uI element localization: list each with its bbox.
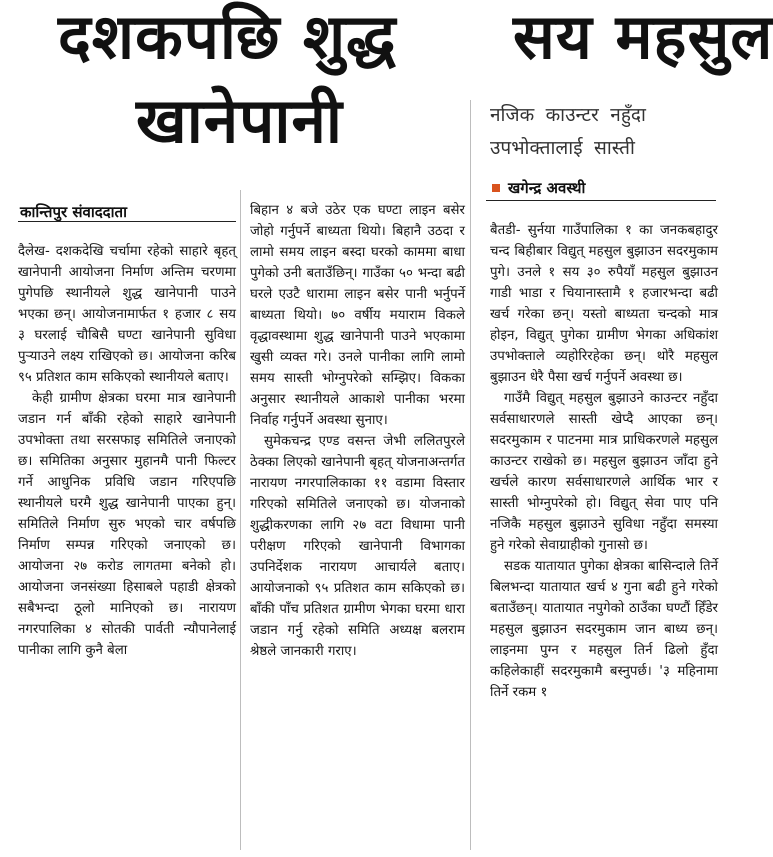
paragraph: गाउँमै विद्युत् महसुल बुझाउने काउन्टर नहुँदा सर्वसाधारणले सास्ती खेप्दै आएका छन्। सदरमुकाम र पाटनमा मात्र प्राधिकरणले महसुल काउन्टर राखेको छ। महसुल बुझाउन जाँदा हुने खर्चले कारण सर्वसाधारणले आर्थिक भार र सास्ती भोग्नुपरेको हो। विद्युत् सेवा पाए पनि नजिकै महसुल बुझाउने सुविधा नहुँदा समस्या हुने गरेको सेवाग्राहीको गुनासो छ। xyxy=(490,391,718,553)
byline-rule xyxy=(486,200,716,201)
left-story-column-1 xyxy=(18,241,236,853)
left-credit: कान्तिपुर संवाददाता xyxy=(20,203,127,221)
byline-author: खगेन्द्र अवस्थी xyxy=(508,179,586,197)
headline-left-line1: दशकपछि शुद्ध xyxy=(58,0,397,73)
paragraph: दैलेख- दशकदेखि चर्चामा रहेको साहारे बृहत् खानेपानी आयोजना निर्माण अन्तिम चरणमा पुगेपछि स्थानीयले शुद्ध खानेपानी पाउने भएका छन्। आयोजनामार्फत १ हजार ८ सय ३ घरलाई चौबिसै घण्टा खानेपानी सुविधा पुर्‍याउने लक्ष्य राखिएको छ। आयोजना करिब ९५ प्रतिशत काम सकिएको स्थानीयले बताए। xyxy=(18,244,236,385)
headline-right: सय महसुल xyxy=(513,0,773,73)
credit-rule xyxy=(18,221,236,222)
right-byline xyxy=(492,178,585,198)
story-divider xyxy=(470,100,471,850)
paragraph: बैतडी- सुर्नया गाउँपालिका १ का जनकबहादुर चन्द बिहीबार विद्युत् महसुल बुझाउन सदरमुकाम पुगे। उनले १ सय ३० रुपैयाँ महसुल बुझाउन गाडी भाडा र चियानास्तामै १ हजारभन्दा बढी खर्च गरेका छन्। यस्तो बाध्यता चन्दको मात्र होइन, विद्युत् पुगेका ग्रामीण भेगका अधिकांश उपभोक्ताले व्यहोरिरहेका छन्। थोरै महसुल बुझाउन धेरै पैसा खर्च गर्नुपर्ने अवस्था छ। xyxy=(490,223,718,385)
right-subhead-line2: उपभोक्तालाई सास्ती xyxy=(490,137,635,159)
paragraph: केही ग्रामीण क्षेत्रका घरमा मात्र खानेपानी जडान गर्न बाँकी रहेको साहारे खानेपानी उपभोक्ता तथा सरसफाइ समितिले जनाएको छ। समितिका अनुसार मुहानमै पानी फिल्टर गर्ने आधुनिक प्रविधि जडान गरिएपछि स्थानीयले घरमै शुद्ध खानेपानी पाएका हुन्। समितिले निर्माण सुरु भएको चार वर्षपछि निर्माण सम्पन्न गरिएको जनाएको छ। आयोजना २७ करोड लागतमा बनेको हो। आयोजना जनसंख्या हिसाबले पहाडी क्षेत्रको सबैभन्दा ठूलो मानिएको छ। नारायण नगरपालिका ४ सोतकी पार्वती न्यौपानेलाई पानीका लागि कुनै बेला xyxy=(18,391,236,658)
paragraph: बिहान ४ बजे उठेर एक घण्टा लाइन बसेर जोहो गर्नुपर्ने बाध्यता थियो। बिहानै उठदा र लामो समय लाइन बस्दा घरको काममा बाधा पुगेको उनी बताउँछिन्। गाउँका ५० भन्दा बढी घरले एउटै धारामा लाइन बसेर पानी भर्नुपर्ने बाध्यता थियो। ७० वर्षीय मयाराम विकले वृद्धावस्थामा शुद्ध खानेपानी पाउने भएकामा खुसी व्यक्त गरे। उनले पानीका लागि लामो समय सास्ती भोग्नुपरेको सम्झिए। विकका अनुसार स्थानीयले आकाशे पानीका भरमा निर्वाह गर्नुपर्ने अवस्था सुनाए। xyxy=(250,203,465,428)
paragraph: सुमेकचन्द्र एण्ड वसन्त जेभी ललितपुरले ठेक्का लिएको खानेपानी बृहत् योजनाअन्तर्गत नारायण नगरपालिकाका ११ वडामा विस्तार गरिएको समितिले जनाएको छ। योजनाको शुद्धीकरणका लागि २७ वटा विधामा पानी परीक्षण गरिएको खानेपानी विभागका उपनिर्देशक नारायण आचार्यले बताए। आयोजनाको ९५ प्रतिशत काम सकिएको छ। बाँकी पाँच प्रतिशत ग्रामीण भेगका घरमा धारा जडान गर्नु रहेको समिति अध्यक्ष बलराम श्रेष्ठले जानकारी गराए। xyxy=(250,434,465,659)
left-story-column-2 xyxy=(250,200,465,853)
paragraph: सडक यातायात पुगेका क्षेत्रका बासिन्दाले तिर्ने बिलभन्दा यातायात खर्च ४ गुना बढी हुने गरेको बताउँछन्। यातायात नपुगेको ठाउँका घण्टौं हिँडेर महसुल बुझाउन सदरमुकाम जान बाध्य छन्। लाइनमा पुग्न र महसुल तिर्न ढिलो हुँदा कहिलेकाहीं सदरमुकामै बस्नुपर्छ। '३ महिनामा तिर्ने रकम १ xyxy=(490,559,718,700)
right-story-column xyxy=(490,220,718,857)
headline-left-line2: खानेपानी xyxy=(136,84,343,157)
column-divider xyxy=(240,190,241,850)
right-subhead-line1: नजिक काउन्टर नहुँदा xyxy=(490,104,646,126)
byline-bullet-icon xyxy=(492,184,500,192)
